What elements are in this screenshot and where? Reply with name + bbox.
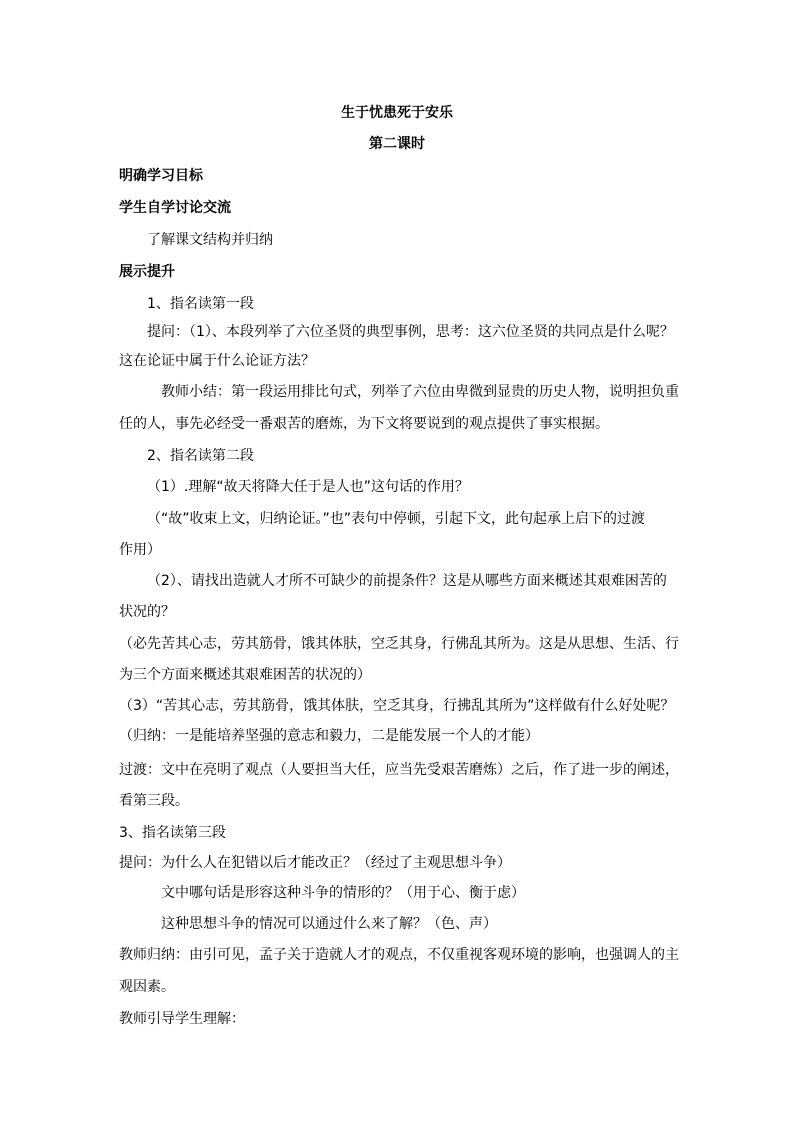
- paragraph-line: 1、指名读第一段: [147, 296, 254, 312]
- paragraph-line: 3、指名读第三段: [119, 825, 226, 841]
- section-heading-learning-goals: 明确学习目标: [119, 168, 203, 184]
- paragraph-line: 2、指名读第二段: [147, 448, 254, 464]
- paragraph-line: 作用）: [119, 542, 161, 558]
- paragraph-line: （“故”收束上文，归纳论证。”也”表句中停顿，引起下文，此句起承上启下的过渡: [147, 511, 646, 527]
- paragraph-line: 看第三段。: [119, 793, 189, 809]
- paragraph-line: 教师引导学生理解：: [119, 1011, 245, 1027]
- paragraph-line: 教师小结：第一段运用排比句式，列举了六位由卑微到显贵的历史人物，说明担负重: [161, 384, 679, 400]
- document-title: 生于忧患死于安乐: [341, 105, 453, 121]
- section-heading-self-study: 学生自学讨论交流: [119, 200, 231, 216]
- paragraph-line: 观因素。: [119, 979, 175, 995]
- paragraph-line: 了解课文结构并归纳: [147, 232, 273, 248]
- paragraph-line: 文中哪句话是形容这种斗争的情形的？（用于心、衡于虑）: [161, 885, 525, 901]
- paragraph-line: （必先苦其心志，劳其筋骨，饿其体肤，空乏其身，行佛乱其所为。这是从思想、生活、行: [119, 636, 679, 652]
- paragraph-line: （归纳：一是能培养坚强的意志和毅力，二是能发展一个人的才能）: [119, 728, 539, 744]
- paragraph-line: 过渡：文中在亮明了观点（人要担当大任，应当先受艰苦磨炼）之后，作了进一步的阐述，: [119, 762, 679, 778]
- document-subtitle: 第二课时: [369, 136, 425, 152]
- paragraph-line: 这在论证中属于什么论证方法？: [119, 353, 315, 369]
- paragraph-line: （2）、请找出造就人才所不可缺少的前提条件？这是从哪些方面来概述其艰难困苦的: [147, 573, 667, 589]
- paragraph-line: （1）.理解“故天将降大任于是人也”这句话的作用？: [147, 479, 469, 495]
- paragraph-line: 为三个方面来概述其艰难困苦的状况的）: [119, 667, 371, 683]
- paragraph-line: 教师归纳：由引可见，孟子关于造就人才的观点，不仅重视客观环境的影响，也强调人的主: [119, 947, 679, 963]
- paragraph-line: 这种思想斗争的情况可以通过什么来了解？（色、声）: [161, 916, 497, 932]
- paragraph-line: 提问：（1）、本段列举了六位圣贤的典型事例，思考：这六位圣贤的共同点是什么呢？: [147, 324, 674, 340]
- paragraph-line: 状况的？: [119, 604, 175, 620]
- paragraph-line: 任的人，事先必经受一番艰苦的磨炼，为下文将要说到的观点提供了事实根据。: [119, 416, 609, 432]
- paragraph-line: （3）“苦其心志，劳其筋骨，饿其体肤，空乏其身，行拂乱其所为”这样做有什么好处呢？: [119, 698, 675, 714]
- section-heading-presentation: 展示提升: [119, 264, 175, 280]
- paragraph-line: 提问：为什么人在犯错以后才能改正？（经过了主观思想斗争）: [119, 855, 511, 871]
